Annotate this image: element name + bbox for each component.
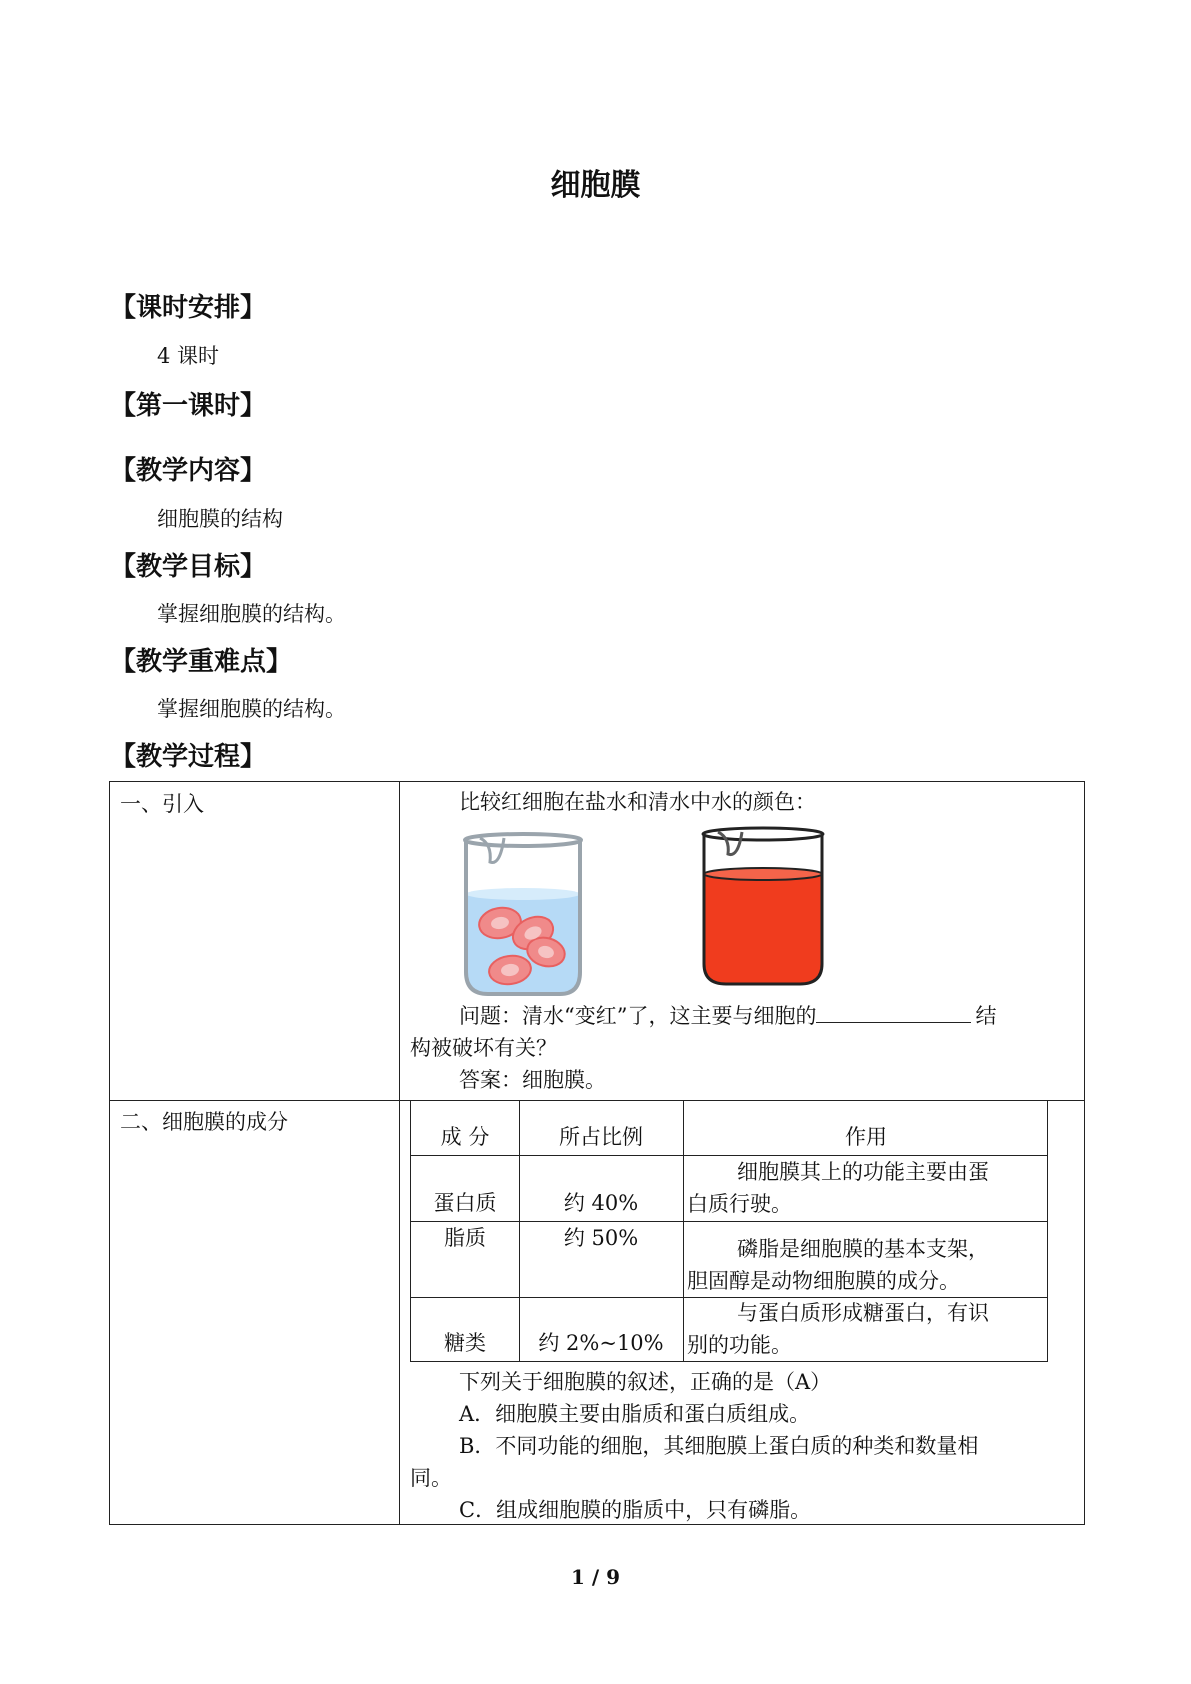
quiz-option-c: C．组成细胞膜的脂质中，只有磷脂。 [459, 1498, 812, 1522]
heading-content: 【教学内容】 [110, 456, 267, 486]
heading-schedule: 【课时安排】 [110, 293, 267, 323]
header-function: 作用 [845, 1125, 887, 1149]
question-text: 问题：清水“变红”了，这主要与细胞的 [459, 1004, 817, 1028]
membrane-composition-table [410, 1100, 1048, 1362]
heading-goal: 【教学目标】 [110, 552, 267, 582]
process-table [109, 781, 1085, 1525]
key-points-text: 掌握细胞膜的结构。 [157, 697, 346, 721]
document-title: 细胞膜 [550, 168, 641, 203]
header-ratio: 所占比例 [559, 1125, 643, 1149]
row-protein-ratio: 约 40% [563, 1191, 639, 1215]
answer-blank [816, 1000, 971, 1023]
quiz-option-b-cont: 同。 [410, 1466, 452, 1490]
row-protein-name: 蛋白质 [433, 1191, 497, 1215]
row2-label: 二、细胞膜的成分 [120, 1110, 288, 1134]
row-sugar-name: 糖类 [444, 1331, 486, 1355]
goal-text: 掌握细胞膜的结构。 [157, 602, 346, 626]
row-sugar-function: 与蛋白质形成糖蛋白，有识 [737, 1301, 989, 1325]
row-protein-function: 细胞膜其上的功能主要由蛋 [737, 1160, 989, 1184]
heading-lesson1: 【第一课时】 [110, 391, 267, 421]
row-lipid-ratio: 约 50% [563, 1226, 639, 1250]
table-divider-vertical [399, 782, 400, 1524]
row1-label: 一、引入 [120, 792, 204, 816]
row-protein-function-cont: 白质行驶。 [687, 1192, 792, 1216]
water-beaker-icon [703, 828, 823, 984]
saline-beaker-icon [465, 834, 581, 994]
beakers-illustration [458, 822, 858, 997]
row-sugar-function-cont: 别的功能。 [687, 1333, 792, 1357]
heading-key-points: 【教学重难点】 [110, 647, 293, 677]
quiz-stem: 下列关于细胞膜的叙述，正确的是（A） [459, 1370, 832, 1394]
row-sugar-ratio: 约 2%~10% [538, 1331, 664, 1355]
quiz-option-b: B．不同功能的细胞，其细胞膜上蛋白质的种类和数量相 [459, 1434, 979, 1458]
quiz-option-a: A．细胞膜主要由脂质和蛋白质组成。 [459, 1402, 811, 1426]
header-component: 成 分 [440, 1125, 490, 1149]
content-text: 细胞膜的结构 [157, 507, 283, 531]
page-number: 1 / 9 [570, 1565, 621, 1589]
question-tail: 结 [975, 1004, 997, 1028]
row1-question-cont: 构被破坏有关？ [410, 1036, 557, 1060]
row1-answer: 答案：细胞膜。 [459, 1068, 606, 1092]
row1-intro: 比较红细胞在盐水和清水中水的颜色： [459, 790, 816, 814]
row-lipid-function: 磷脂是细胞膜的基本支架， [737, 1237, 989, 1261]
row-lipid-name: 脂质 [444, 1226, 486, 1250]
row-lipid-function-cont: 胆固醇是动物细胞膜的成分。 [687, 1269, 960, 1293]
heading-process: 【教学过程】 [110, 742, 267, 772]
row1-question [459, 1000, 996, 1032]
schedule-text: 4 课时 [157, 344, 220, 368]
